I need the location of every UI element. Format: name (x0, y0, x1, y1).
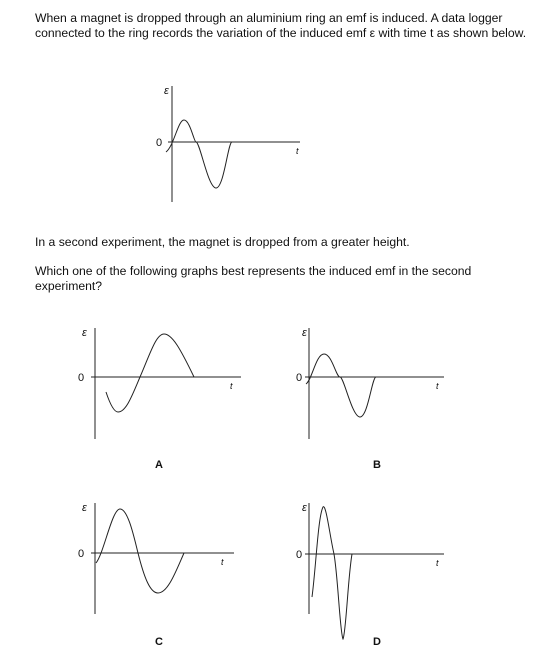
time-axis-label: t (436, 558, 439, 568)
emf-axis-label: ε (302, 327, 307, 339)
option-d-graph[interactable] (286, 497, 456, 643)
emf-curve (306, 354, 376, 417)
time-axis-label: t (230, 381, 233, 391)
option-c-label[interactable]: C (155, 636, 163, 648)
origin-label: 0 (296, 372, 303, 384)
emf-axis-label: ε (302, 502, 307, 514)
option-c-graph[interactable] (76, 497, 256, 619)
second-experiment-text: In a second experiment, the magnet is dropped from a greater height. (35, 235, 410, 249)
emf-axis-label: ε (82, 502, 87, 514)
option-a-graph[interactable] (76, 322, 256, 444)
option-d-label[interactable]: D (373, 636, 381, 648)
option-b-label[interactable]: B (373, 459, 381, 471)
origin-label: 0 (78, 548, 85, 560)
emf-curve (312, 507, 352, 639)
time-axis-label: t (296, 146, 299, 156)
reference-emf-graph (150, 80, 310, 210)
origin-label: 0 (78, 372, 85, 384)
emf-curve (106, 334, 194, 412)
question-intro: When a magnet is dropped through an aluminium ring an emf is induced. A data logger connected to the ring records the variation of the induced emf ε with time t as shown below. (35, 11, 527, 40)
question-prompt: Which one of the following graphs best represents the induced emf in the second experiment? (35, 264, 472, 293)
time-axis-label: t (221, 557, 224, 567)
option-b-graph[interactable] (286, 322, 456, 444)
emf-curve (166, 120, 232, 188)
origin-label: 0 (156, 137, 163, 149)
emf-curve (96, 509, 184, 593)
option-a-label[interactable]: A (155, 459, 163, 471)
emf-axis-label: ε (82, 327, 87, 339)
emf-axis-label: ε (164, 85, 169, 97)
time-axis-label: t (436, 381, 439, 391)
origin-label: 0 (296, 549, 303, 561)
